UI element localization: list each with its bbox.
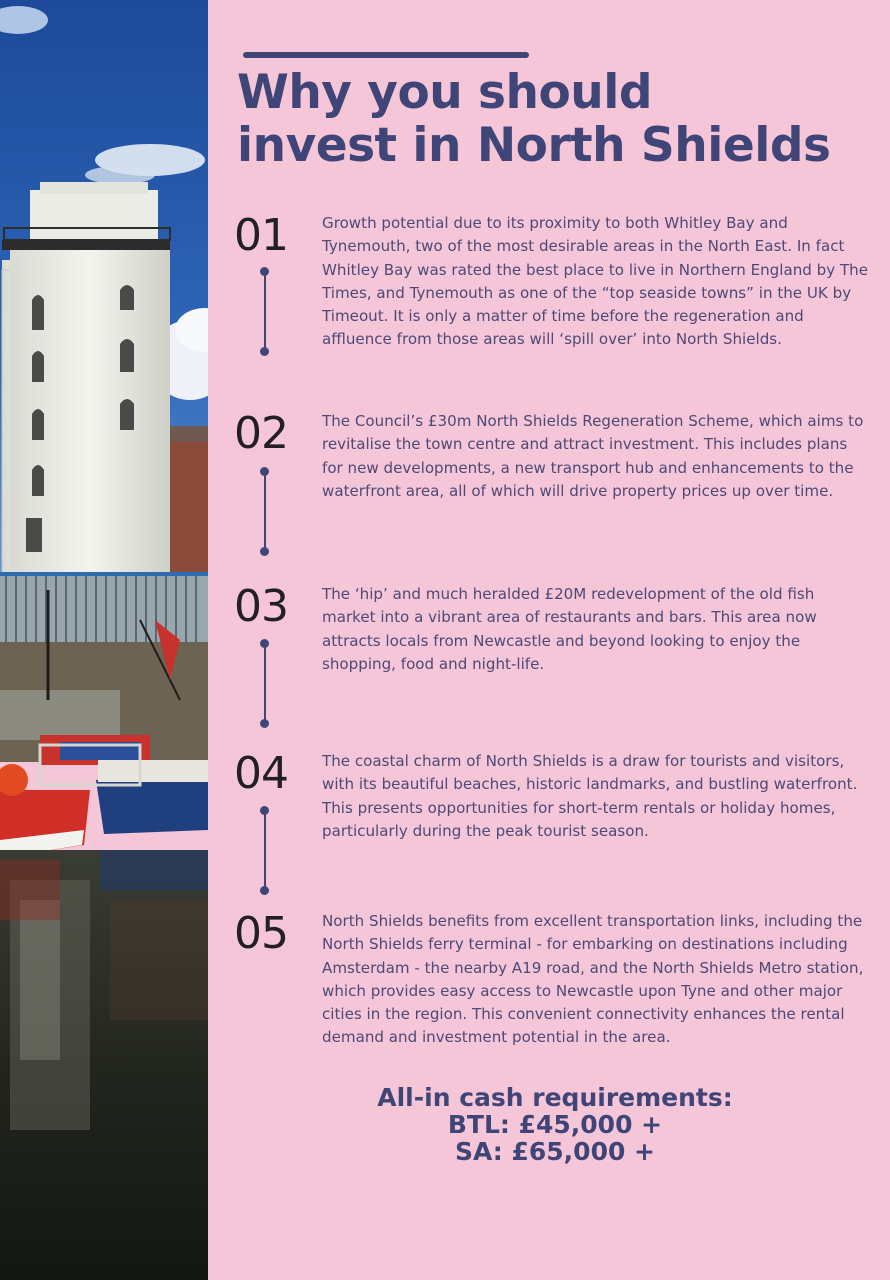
lighthouse-harbour-image: [0, 0, 208, 1280]
connector-dot-bottom: [260, 719, 269, 728]
point-number: 05: [234, 908, 288, 959]
page-title: [237, 66, 877, 172]
timeline-connector: [259, 639, 271, 729]
connector-line: [264, 810, 266, 890]
connector-line: [264, 271, 266, 351]
harbour-photo: [0, 0, 208, 1280]
point-number: 04: [234, 748, 288, 799]
connector-dot-bottom: [260, 347, 269, 356]
connector-dot-bottom: [260, 547, 269, 556]
point-text: The coastal charm of North Shields is a draw for tourists and visitors, with its beautiful beaches, historic landmarks, and bustling waterfront. This presents opportunities for short-term rentals or holiday homes, particularly during the peak tourist season.: [322, 752, 858, 840]
title-line-1: Why you should: [237, 65, 652, 120]
point-number: 01: [234, 210, 288, 261]
point-number: 03: [234, 581, 288, 632]
cash-requirements: [320, 1084, 790, 1165]
connector-line: [264, 643, 266, 723]
cash-btl: BTL: £45,000 +: [447, 1110, 663, 1139]
point-text: Growth potential due to its proximity to both Whitley Bay and Tynemouth, two of the most desirable areas in the North East. In fact Whitley Bay was rated the best place to live in Northern England by The Times, and Tynemouth as one of the “top seaside towns” in the UK by Timeout. It is only a matter of time before the regeneration and affluence from those areas will ‘spill over’ into North Shields.: [322, 214, 869, 349]
timeline-connector: [259, 467, 271, 557]
timeline-connector: [259, 806, 271, 896]
timeline-connector: [259, 267, 271, 357]
point-number: 02: [234, 408, 288, 459]
point-text: The Council’s £30m North Shields Regeneration Scheme, which aims to revitalise the town centre and attract investment. This includes plans for new developments, a new transport hub and enhancements to the waterfront area, all of which will drive property prices up over time.: [322, 412, 864, 500]
connector-dot-bottom: [260, 886, 269, 895]
point-text: The ‘hip’ and much heralded £20M redevelopment of the old fish market into a vibrant area of restaurants and bars. This area now attracts locals from Newcastle and beyond looking to enjoy the shopping, food and night-life.: [322, 585, 817, 673]
point-text: North Shields benefits from excellent transportation links, including the North Shields ferry terminal - for embarking on destinations including Amsterdam - the nearby A19 road, and the North Shields Metro station, which provides easy access to Newcastle upon Tyne and other major cities in the region. This convenient connectivity enhances the rental demand and investment potential in the area.: [322, 912, 864, 1047]
connector-line: [264, 471, 266, 551]
title-line-2: invest in North Shields: [237, 118, 831, 173]
cash-sa: SA: £65,000 +: [454, 1137, 656, 1166]
title-accent-rule: [243, 52, 529, 58]
cash-heading: All-in cash requirements:: [377, 1083, 733, 1112]
